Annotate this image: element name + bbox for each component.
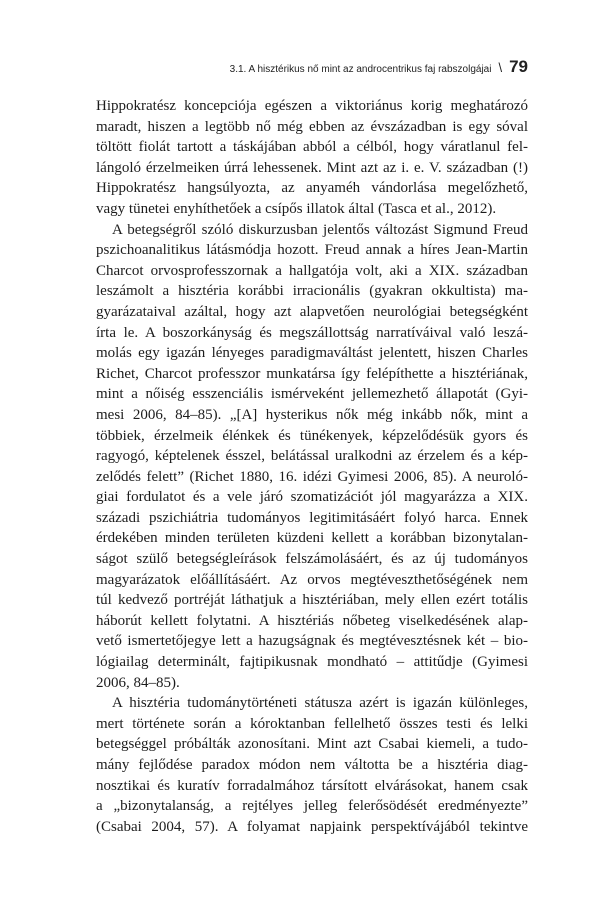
text-line: Richet, Charcot professzor munkatársa így felépíthette a hisztériának,: [96, 365, 528, 382]
text-line: ságot szülő betegségleírások felszámolásáért, és az új tudományos: [96, 551, 528, 568]
text-line: vagy tünetei enyhíthetőek a csípős illatok által (Tasca et al., 2012).: [96, 200, 497, 217]
text-line: túl kedvező portréját láthatjuk a hisztériában, mely ellen ezért totális: [96, 592, 528, 609]
text-line: Charcot orvosprofesszornak a hallgatója volt, aki a XIX. században: [96, 262, 528, 279]
paragraph: [96, 96, 528, 220]
text-line: 2006, 84–85).: [96, 674, 180, 691]
text-line: Hippokratész hangsúlyozta, az anyaméh vándorlása megelőzhető,: [96, 180, 528, 197]
text-line: háborút kellett folytatni. A hisztériás nőbeteg viselkedésének alap-: [96, 612, 528, 629]
text-line: mány fejlődése paradox módon nem váltotta be a hisztéria diag-: [96, 757, 528, 773]
text-line: maradt, hiszen a legtöbb nő még ebben az évszázadban is egy sóval: [96, 118, 528, 135]
text-line: leszámolt a hisztéria korábbi irracionális (gyakran okkultista) ma-: [96, 283, 528, 300]
running-header: [230, 57, 528, 80]
text-line: molás egy igazán lényeges paradigmaváltást jelentett, hiszen Charles: [96, 345, 528, 362]
text-line: pszichoanalitikus látásmódja hozott. Freud annak a híres Jean-Martin: [96, 242, 528, 259]
text-line: a „bizonytalanság, a rejtélyes jelleg felerősödését eredményezte”: [96, 798, 528, 815]
section-title: 3.1. A hisztérikus nő mint az androcentrikus faj rabszolgájai: [229, 64, 492, 75]
paragraph: [96, 693, 528, 837]
text-line: gyarázataival azáltal, hogy azt alapvetően neurológiai betegségként: [96, 303, 528, 320]
text-line: vető ismertetőjegye lett a hazugságnak és megtévesztésnek két – bio-: [96, 633, 528, 650]
text-line: mesi 2006, 84–85). „[A] hysterikus nők még inkább nők, mint a: [96, 406, 528, 423]
text-line: lógiailag determinált, fajtipikusnak mondható – attitűdje (Gyimesi: [96, 654, 528, 671]
text-line: A betegségről szóló diskurzusban jelentős változást Sigmund Freud: [112, 221, 528, 238]
text-line: mint a nőiség esszenciális ismérveként jellemezhető állapotát (Gyi-: [96, 386, 528, 403]
text-line: Hippokratész koncepciója egészen a viktoriánus korig meghatározó: [96, 98, 528, 114]
text-line: A hisztéria tudománytörténeti státusza azért is igazán különleges,: [112, 695, 528, 712]
body-text: [96, 96, 528, 837]
text-line: magyarázatok előállításáért. Az orvos megtéveszthetőségének nem: [96, 571, 528, 588]
text-line: századi pszichiátria tudományos legitimitásáért folyó harca. Ennek: [96, 509, 528, 526]
text-line: írta le. A boszorkányság és megszállottság narratíváival való leszá-: [96, 324, 528, 341]
text-line: többiek, érzelmeik élénkek és tünékenyek, képzelődésük gyors és: [96, 427, 528, 444]
text-line: nosztikai és kuratív forradalmához társított elvárásokat, hanem csak: [96, 777, 528, 794]
text-line: töltött fiolát tartott a táskájában abból a célból, hogy váratlanul fel-: [96, 139, 528, 156]
text-line: ragyogó, képtelenek ésszel, belátással uralkodni az érzelem és a kép-: [96, 448, 528, 465]
text-line: betegséggel próbálták azonosítani. Mint azt Csabai kiemeli, a tudo-: [96, 736, 528, 753]
page-number: 79: [509, 57, 528, 76]
text-line: (Csabai 2004, 57). A folyamat napjaink perspektívájából tekintve: [96, 818, 528, 835]
text-line: zelődés felett” (Richet 1880, 16. idézi Gyimesi 2006, 85). A neuroló-: [96, 468, 528, 485]
text-line: lángoló érzelmeiken úrrá lehessenek. Mint azt az i. e. V. században (!): [96, 159, 528, 176]
paragraph: [96, 220, 528, 694]
header-separator: \: [498, 60, 503, 75]
text-line: giai fordulatot és a vele járó szomatizációt jól magyarázza a XIX.: [96, 489, 528, 506]
text-line: érdekében minden területen küzdeni kellett a korábban bizonytalan-: [96, 530, 528, 547]
text-line: mert története során a kóroktanban fellelhető összes testi és lelki: [96, 715, 528, 732]
